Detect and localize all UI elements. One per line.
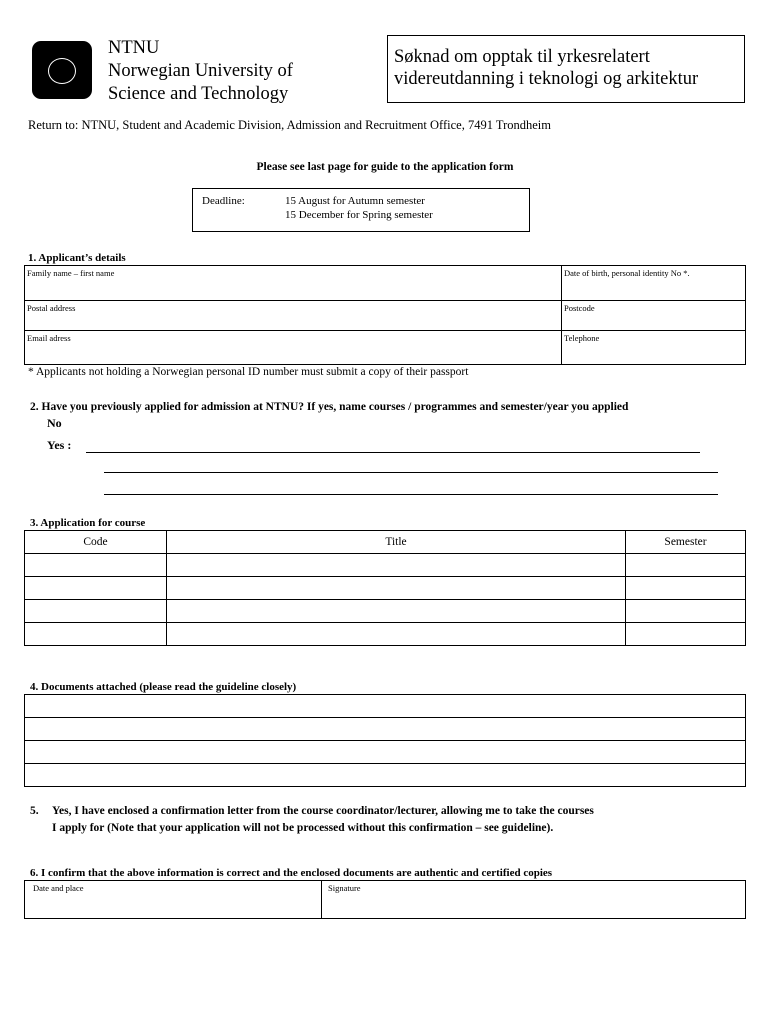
course-row — [25, 577, 746, 600]
title-cell[interactable] — [167, 554, 626, 577]
code-cell[interactable] — [25, 600, 167, 623]
date-place-label: Date and place — [33, 883, 84, 893]
section2-question: 2. Have you previously applied for admission at NTNU? If yes, name courses / programmes and semester/year you applied — [30, 401, 629, 413]
title-cell[interactable] — [167, 577, 626, 600]
dob-field[interactable] — [562, 266, 746, 301]
document-row[interactable] — [25, 695, 746, 718]
code-cell[interactable] — [25, 577, 167, 600]
semester-cell[interactable] — [626, 577, 746, 600]
previous-application-line[interactable] — [86, 452, 700, 453]
semester-cell[interactable] — [626, 623, 746, 646]
section5-line2: I apply for (Note that your application will not be processed without this confirmation – see guideline). — [52, 822, 554, 834]
postal-address-label: Postal address — [27, 303, 76, 313]
name-field-label: Family name – first name — [27, 268, 115, 278]
title-cell[interactable] — [167, 600, 626, 623]
section5-line1: Yes, I have enclosed a confirmation letter from the course coordinator/lecturer, allowing me to take the courses — [52, 805, 594, 817]
code-cell[interactable] — [25, 623, 167, 646]
semester-cell[interactable] — [626, 600, 746, 623]
postal-address-field[interactable] — [25, 301, 562, 331]
ntnu-logo — [32, 41, 92, 99]
university-line: NTNU — [108, 38, 160, 58]
course-row — [25, 600, 746, 623]
code-cell[interactable] — [25, 554, 167, 577]
signature-label: Signature — [328, 883, 361, 893]
applicant-details-table — [24, 265, 746, 365]
return-address: Return to: NTNU, Student and Academic Division, Admission and Recruitment Office, 7491 Trondheim — [28, 118, 551, 132]
column-code: Code — [25, 531, 167, 554]
form-title-box — [387, 35, 745, 103]
semester-cell[interactable] — [626, 554, 746, 577]
deadline-label: Deadline: — [202, 195, 245, 207]
deadline-spring: 15 December for Spring semester — [285, 209, 433, 221]
telephone-label: Telephone — [564, 333, 600, 343]
document-row[interactable] — [25, 718, 746, 741]
section5-number: 5. — [30, 805, 39, 817]
signature-field[interactable] — [322, 881, 746, 919]
date-place-field[interactable] — [25, 881, 322, 919]
section6-heading: 6. I confirm that the above information is correct and the enclosed documents are authentic and certified copies — [30, 867, 553, 879]
university-name — [108, 37, 293, 106]
email-field[interactable] — [25, 331, 562, 365]
section1-heading: 1. Applicant’s details — [28, 252, 126, 264]
section3-heading: 3. Application for course — [30, 517, 146, 529]
column-title: Title — [167, 531, 626, 554]
section4-heading: 4. Documents attached (please read the guideline closely) — [30, 681, 297, 693]
name-field[interactable] — [25, 266, 562, 301]
form-title-line: videreutdanning i teknologi og arkitektur — [394, 69, 699, 89]
column-semester: Semester — [626, 531, 746, 554]
postcode-field[interactable] — [562, 301, 746, 331]
signature-table — [24, 880, 746, 919]
form-title-line: Søknad om opptak til yrkesrelatert — [394, 47, 650, 67]
dob-field-label: Date of birth, personal identity No *. — [564, 268, 690, 278]
passport-footnote: * Applicants not holding a Norwegian personal ID number must submit a copy of their passport — [28, 366, 469, 378]
previous-application-line[interactable] — [104, 472, 718, 473]
deadline-autumn: 15 August for Autumn semester — [285, 195, 425, 207]
guide-note: Please see last page for guide to the application form — [256, 161, 514, 173]
previous-application-line[interactable] — [104, 494, 718, 495]
no-option[interactable]: No — [47, 416, 62, 430]
section5-statement — [30, 803, 594, 837]
email-label: Email adress — [27, 333, 71, 343]
title-cell[interactable] — [167, 623, 626, 646]
postcode-label: Postcode — [564, 303, 595, 313]
course-row — [25, 623, 746, 646]
document-row[interactable] — [25, 741, 746, 764]
deadline-box — [192, 188, 530, 232]
document-row[interactable] — [25, 764, 746, 787]
course-row — [25, 554, 746, 577]
telephone-field[interactable] — [562, 331, 746, 365]
university-line: Norwegian University of — [108, 61, 293, 81]
documents-table — [24, 694, 746, 787]
university-line: Science and Technology — [108, 84, 289, 104]
course-table — [24, 530, 746, 646]
yes-option[interactable]: Yes : — [47, 438, 72, 452]
